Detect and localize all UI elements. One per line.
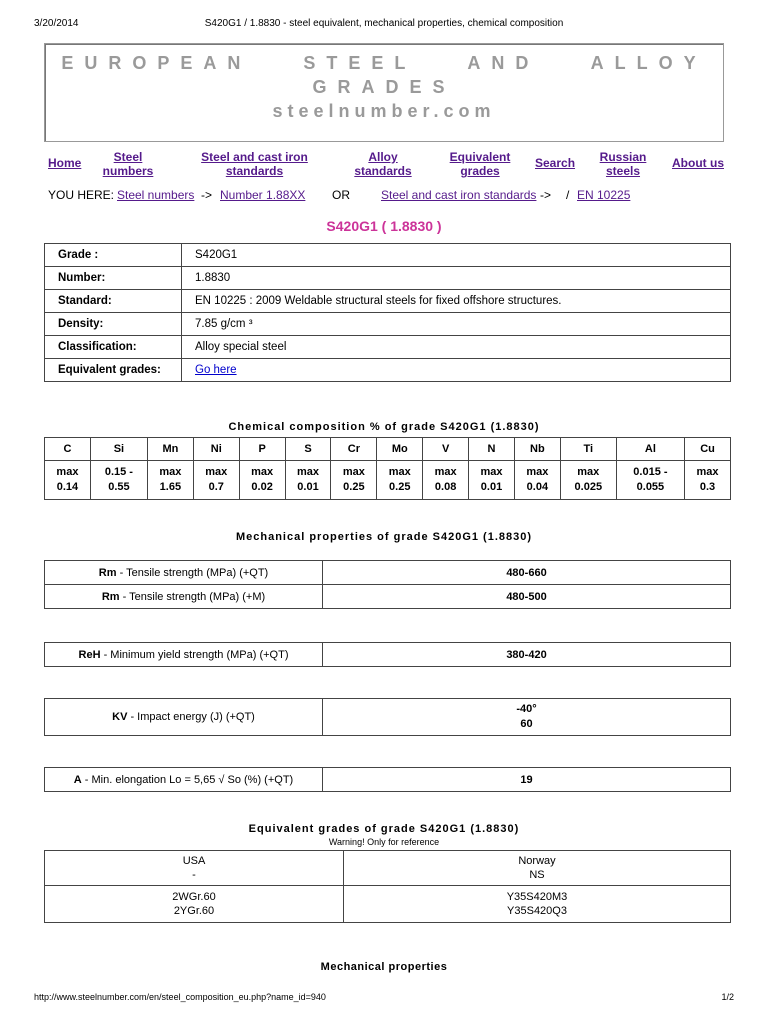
chem-element-p: P: [239, 438, 285, 461]
nav-alloy-line1: Alloy: [368, 150, 398, 164]
chem-element-cr: Cr: [331, 438, 377, 461]
go-here-link[interactable]: Go here: [195, 364, 237, 376]
chem-value-line1: 0.15 -: [104, 466, 133, 478]
tensile-strength-table: [44, 560, 731, 609]
chem-value-nb: [514, 461, 560, 500]
breadcrumb-en10225-link[interactable]: EN 10225: [577, 188, 631, 202]
breadcrumb-or: OR: [332, 188, 350, 202]
chem-value-cr: [331, 461, 377, 500]
chem-value-line1: max: [342, 466, 365, 478]
chem-element-v: V: [423, 438, 469, 461]
impact-value: [323, 699, 731, 736]
chem-value-mo: [377, 461, 423, 500]
chem-value-line1: max: [696, 466, 719, 478]
equiv-usa-grade-1: 2WGr.60: [172, 891, 216, 903]
impact-desc: - Impact energy (J) (+QT): [127, 711, 255, 723]
tensile-qt-label: [45, 561, 323, 585]
tensile-qt-desc: - Tensile strength (MPa) (+QT): [116, 566, 269, 579]
chem-value-line2: 0.01: [297, 481, 319, 493]
equiv-norway-standard: NS: [529, 869, 545, 881]
nav-steel-numbers-line1: Steel: [113, 150, 143, 164]
breadcrumb-prefix: YOU HERE:: [48, 188, 115, 202]
chem-value-line1: max: [56, 466, 79, 478]
equiv-norway-header: [344, 851, 731, 886]
banner-line-1: EUROPEAN STEEL AND ALLOY: [61, 53, 707, 73]
chem-value-line2: 0.25: [343, 481, 365, 493]
elongation-desc: - Min. elongation Lo = 5,65 √ So (%) (+QT): [81, 773, 294, 786]
chem-value-p: [239, 461, 285, 500]
equivalent-cell: [182, 359, 731, 382]
chem-value-s: [285, 461, 331, 500]
standard-value: EN 10225 : 2009 Weldable structural steels for fixed offshore structures.: [182, 290, 731, 313]
equiv-usa-standard: -: [192, 869, 196, 881]
info-row-equivalent: [45, 359, 731, 382]
grade-label: Grade :: [45, 244, 182, 267]
equiv-usa-country: USA: [182, 855, 206, 867]
chem-value-line1: max: [251, 466, 274, 478]
chem-element-si: Si: [90, 438, 147, 461]
chem-value-line2: 0.3: [699, 481, 716, 493]
breadcrumb-number-link[interactable]: Number 1.88XX: [220, 188, 306, 202]
bottom-mechanical-title: Mechanical properties: [320, 961, 448, 973]
chem-value-line1: max: [205, 466, 228, 478]
equiv-usa-grades: [45, 886, 344, 923]
chem-value-line1: max: [434, 466, 457, 478]
equiv-norway-grade-1: Y35S420M3: [506, 891, 568, 903]
rm-symbol: Rm: [101, 590, 120, 603]
info-row-density: [45, 313, 731, 336]
info-row-classification: [45, 336, 731, 359]
chemical-composition-title: Chemical composition % of grade S420G1 (1.8830): [228, 421, 540, 433]
chem-value-line1: max: [526, 466, 549, 478]
grade-title: S420G1 ( 1.8830 ): [326, 218, 442, 234]
nav-steel-numbers-line2: numbers: [102, 164, 154, 178]
tensile-m-value: 480-500: [323, 585, 731, 609]
chem-value-line2: 0.055: [636, 481, 665, 493]
tensile-row-qt: [45, 561, 731, 585]
chem-value-line1: max: [159, 466, 182, 478]
nav-russian-link[interactable]: [594, 150, 652, 178]
nav-alloy-line2: standards: [354, 164, 412, 178]
breadcrumb-standards-link[interactable]: Steel and cast iron standards: [381, 188, 537, 202]
chem-value-n: [469, 461, 515, 500]
yield-strength-table: [44, 642, 731, 667]
info-row-grade: [45, 244, 731, 267]
density-label: Density:: [45, 313, 182, 336]
nav-russian-line1: Russian: [599, 150, 647, 164]
yield-label: [45, 643, 323, 667]
equiv-usa-grade-2: 2YGr.60: [173, 905, 215, 917]
info-row-number: [45, 267, 731, 290]
chem-value-line2: 0.55: [108, 481, 130, 493]
density-value: 7.85 g/cm ³: [182, 313, 731, 336]
chem-element-mn: Mn: [147, 438, 193, 461]
chem-value-line2: 0.025: [574, 481, 603, 493]
chem-value-line1: max: [297, 466, 320, 478]
a-symbol: A: [73, 773, 82, 786]
grade-value: S420G1: [182, 244, 731, 267]
nav-equivalent-link[interactable]: [446, 150, 514, 178]
chem-value-line2: 0.25: [389, 481, 411, 493]
main-nav: [40, 150, 730, 180]
impact-energy-value: 60: [520, 718, 533, 730]
print-page-number: 1/2: [721, 992, 734, 1002]
elongation-value: 19: [323, 768, 731, 792]
chem-element-ni: Ni: [193, 438, 239, 461]
chem-value-line2: 0.7: [208, 481, 224, 493]
chem-value-cu: [685, 461, 731, 500]
equiv-norway-grades: [344, 886, 731, 923]
equivalent-grades-table: [44, 850, 731, 923]
chem-value-ti: [560, 461, 616, 500]
chem-value-al: [616, 461, 684, 500]
elongation-table: [44, 767, 731, 792]
chem-value-line2: 0.02: [251, 481, 273, 493]
impact-label: [45, 699, 323, 736]
number-value: 1.8830: [182, 267, 731, 290]
grade-info-table: [44, 243, 731, 382]
equivalent-label: Equivalent grades:: [45, 359, 182, 382]
impact-energy-table: [44, 698, 731, 736]
rm-symbol: Rm: [98, 566, 117, 579]
nav-alloy-link[interactable]: [350, 150, 416, 178]
chem-element-c: C: [45, 438, 91, 461]
nav-steel-cast-line2: standards: [225, 164, 284, 178]
chem-value-v: [423, 461, 469, 500]
site-banner: [44, 43, 724, 142]
chem-element-ti: Ti: [560, 438, 616, 461]
number-label: Number:: [45, 267, 182, 290]
chem-element-s: S: [285, 438, 331, 461]
equivalent-warning: Warning! Only for reference: [328, 837, 440, 847]
breadcrumb-steel-numbers-link[interactable]: Steel numbers: [117, 188, 195, 202]
tensile-m-label: [45, 585, 323, 609]
chem-element-al: Al: [616, 438, 684, 461]
nav-steel-numbers-link[interactable]: [100, 150, 156, 178]
chem-values-row: [45, 461, 731, 500]
classification-label: Classification:: [45, 336, 182, 359]
reh-symbol: ReH: [78, 648, 101, 661]
tensile-m-desc: - Tensile strength (MPa) (+M): [119, 590, 266, 603]
yield-desc: - Minimum yield strength (MPa) (+QT): [100, 648, 289, 661]
chem-header-row: [45, 438, 731, 461]
impact-row: [45, 699, 731, 736]
breadcrumb-slash: /: [566, 188, 570, 202]
info-row-standard: [45, 290, 731, 313]
yield-value: 380-420: [323, 643, 731, 667]
nav-equivalent-line1: Equivalent: [449, 150, 511, 164]
standard-label: Standard:: [45, 290, 182, 313]
breadcrumb-arrow-1: ->: [201, 188, 213, 202]
nav-steel-cast-line1: Steel and cast iron: [201, 150, 308, 164]
nav-home-link[interactable]: Home: [48, 156, 82, 170]
nav-russian-line2: steels: [605, 164, 641, 178]
chem-value-line2: 0.04: [526, 481, 549, 493]
chem-value-line1: 0.015 -: [633, 466, 668, 478]
equiv-grades-row: [45, 886, 731, 923]
mechanical-properties-title: Mechanical properties of grade S420G1 (1.8830): [235, 531, 533, 543]
nav-about-link[interactable]: About us: [672, 156, 724, 170]
print-title: S420G1 / 1.8830 - steel equivalent, mechanical properties, chemical composition: [204, 18, 564, 29]
chem-element-nb: Nb: [514, 438, 560, 461]
print-date: 3/20/2014: [34, 18, 79, 29]
chem-value-line2: 1.65: [159, 481, 182, 493]
kv-symbol: KV: [112, 711, 128, 723]
chem-value-line2: 0.01: [480, 481, 503, 493]
impact-temperature: -40°: [516, 703, 537, 715]
chem-element-mo: Mo: [377, 438, 423, 461]
tensile-row-m: [45, 585, 731, 609]
chemical-composition-table: [44, 437, 731, 500]
chem-value-line2: 0.08: [434, 481, 457, 493]
tensile-qt-value: 480-660: [323, 561, 731, 585]
chem-value-line1: max: [577, 466, 600, 478]
chem-element-cu: Cu: [685, 438, 731, 461]
nav-search-link[interactable]: Search: [535, 156, 576, 170]
nav-steel-cast-link[interactable]: [197, 150, 312, 178]
chem-value-line1: max: [388, 466, 411, 478]
nav-equivalent-line2: grades: [460, 164, 500, 178]
print-url: http://www.steelnumber.com/en/steel_composition_eu.php?name_id=940: [34, 992, 326, 1002]
breadcrumb-arrow-2: ->: [540, 188, 552, 202]
chem-value-line1: max: [480, 466, 503, 478]
equiv-usa-header: [45, 851, 344, 886]
banner-line-2: GRADES: [312, 77, 456, 97]
chem-value-ni: [193, 461, 239, 500]
chem-element-n: N: [469, 438, 515, 461]
equiv-norway-country: Norway: [518, 855, 556, 867]
yield-row: [45, 643, 731, 667]
chem-value-mn: [147, 461, 193, 500]
chem-value-si: [90, 461, 147, 500]
equiv-norway-grade-2: Y35S420Q3: [507, 905, 567, 917]
equivalent-grades-title: Equivalent grades of grade S420G1 (1.8830): [248, 823, 520, 835]
chem-value-line2: 0.14: [56, 481, 79, 493]
elongation-label: [45, 768, 323, 792]
equiv-header-row: [45, 851, 731, 886]
chem-value-c: [45, 461, 91, 500]
elongation-row: [45, 768, 731, 792]
classification-value: Alloy special steel: [182, 336, 731, 359]
banner-line-3: steelnumber.com: [272, 101, 496, 121]
